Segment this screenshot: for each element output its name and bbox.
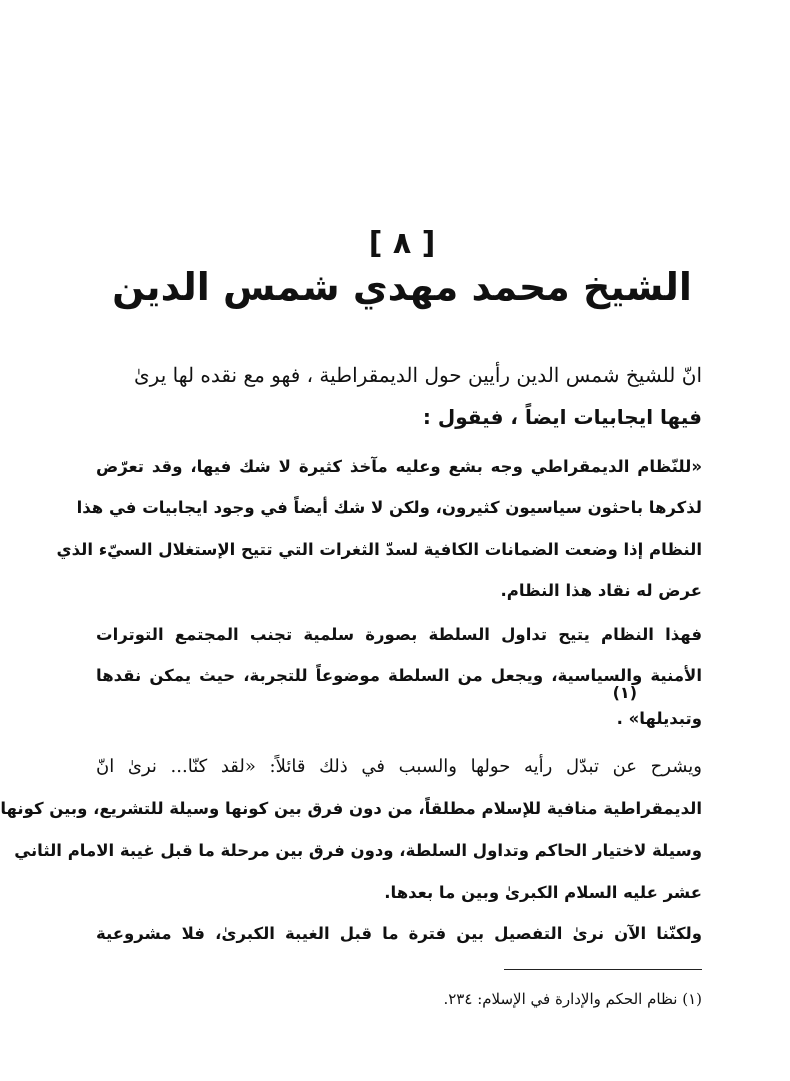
quote-line-3: النظام إذا وضعت الضمانات الكافية لسدّ الثغرات التي تتيح الإستغلال السيّء الذي [56,540,702,559]
quote-line-6: الأمنية والسياسية، ويجعل من السلطة موضوعاً للتجربة، حيث يمكن نقدها [96,666,702,685]
change-line-2: الديمقراطية منافية للإسلام مطلقاً، من دون فرق بين كونها وسيلة للتشريع، وبين كونها [0,799,702,818]
intro-line-1: انّ للشيخ شمس الدين رأيين حول الديمقراطية ، فهو مع نقده لها يرىٰ [134,363,702,387]
change-line-1: ويشرح عن تبدّل رأيه حولها والسبب في ذلك قائلاً: «لقد كنّا... نرىٰ انّ [96,756,702,777]
quote-line-7: وتبديلها» . [616,709,702,728]
change-line-5: ولكنّنا الآن نرىٰ التفصيل بين فترة ما قبل الغيبة الكبرىٰ، فلا مشروعية [96,924,702,943]
chapter-title: الشيخ محمد مهدي شمس الدين [112,265,692,309]
change-line-3: وسيلة لاختيار الحاكم وتداول السلطة، ودون فرق بين مرحلة ما قبل غيبة الامام الثاني [14,841,702,860]
quote-line-5: فهذا النظام يتيح تداول السلطة بصورة سلمية تجنب المجتمع التوترات [96,625,702,644]
quote-line-4: عرض له نقاد هذا النظام. [500,581,702,600]
footnote-reference-marker: (١) [612,683,637,702]
footnote: (١) نظام الحكم والإدارة في الإسلام: ٢٣٤. [443,990,702,1008]
quote-line-2: لذكرها باحثون سياسيون كثيرون، ولكن لا شك أيضاً في وجود ايجابيات في هذا [76,498,702,517]
change-line-4: عشر عليه السلام الكبرىٰ وبين ما بعدها. [384,883,702,902]
intro-line-2: فيها ايجابيات ايضاً ، فيقول : [422,405,702,429]
footnote-separator [504,969,702,970]
quote-line-1: «للنّظام الديمقراطي وجه بشع وعليه مآخذ كثيرة لا شك فيها، وقد تعرّض [96,457,702,476]
chapter-number: [ ٨ ] [368,226,436,261]
